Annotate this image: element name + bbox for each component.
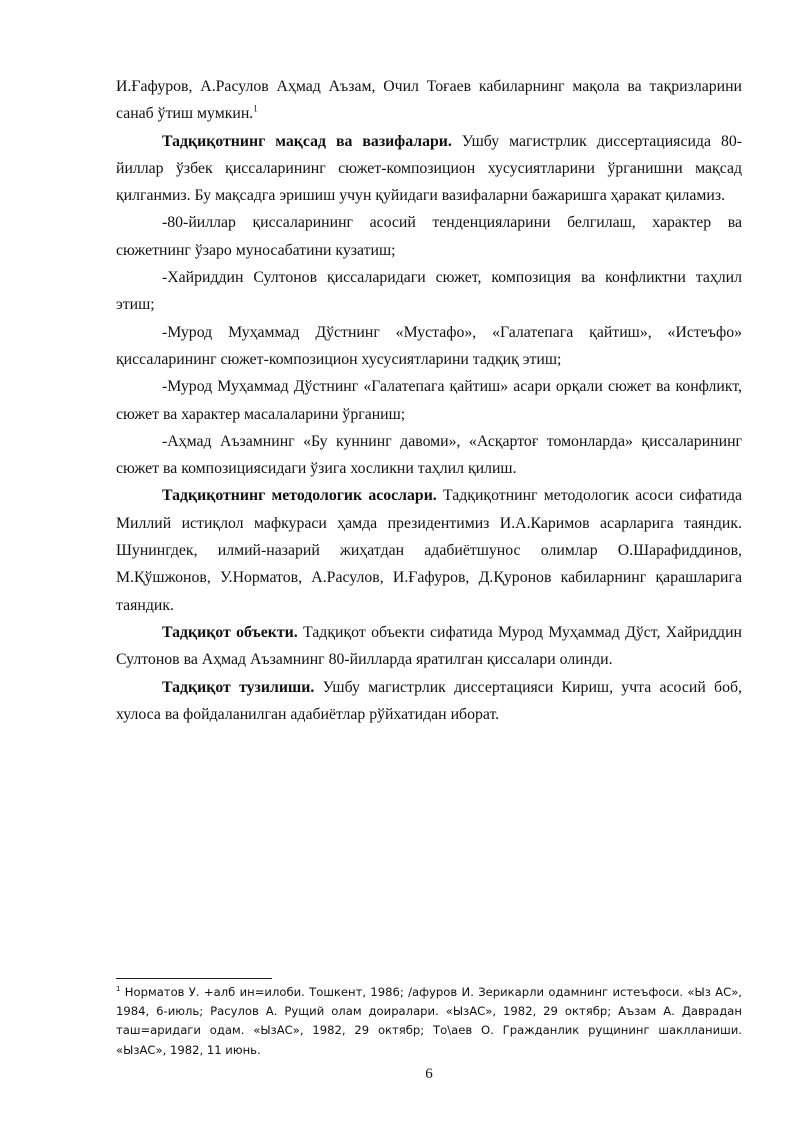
paragraph-methodology: [116, 482, 742, 618]
paragraph-text: И.Ғафуров, А.Расулов Аҳмад Аъзам, Очил Тоғаев кабиларнинг мақола ва тақризларини санаб ўтиш мумкин.: [116, 78, 742, 123]
footnote-separator: [116, 978, 272, 979]
paragraph-text: Ушбу магистрлик диссертациясида 80-йиллар ўзбек қиссаларининг сюжет-композицион хусусиятларини ўрганишни мақсад қилганмиз. Бу мақсадга эришиш учун қуйидаги вазифаларни бажаришга ҳаракат қиламиз.: [116, 132, 743, 205]
paragraph-text: Ушбу магистрлик диссертацияси Кириш, учта асосий боб, хулоса ва фойдаланилган адабиётлар рўйхатидан иборат.: [116, 678, 742, 723]
section-heading: Тадқиқот тузилиши.: [162, 678, 315, 696]
paragraph-text: Тадқиқот объекти сифатида Мурод Муҳаммад Дўст, Хайриддин Султонов ва Аҳмад Аъзамнинг 80-йилларда яратилган қиссалари олинди.: [116, 623, 743, 669]
paragraph-structure: [116, 674, 742, 729]
paragraph-object: [116, 619, 742, 674]
page-number: 6: [425, 1066, 433, 1082]
body-text: [116, 73, 742, 728]
footnote-reference[interactable]: 1: [253, 104, 258, 115]
paragraph-goals: [116, 128, 742, 210]
paragraph-text: Тадқиқотнинг методологик асоси сифатида Миллий истиқлол мафкураси ҳамда президентимиз И.А.Каримов асарларига таяндик. Шунингдек, илмий-назарий жиҳатдан адабиётшунос олимлар О.Шарафиддинов, М.Қўшжонов, У.Норматов, А.Расулов, И.Ғафуров, Д.Қуронов кабиларнинг қарашларига таяндик.: [116, 487, 742, 614]
footnote-mark: 1: [116, 985, 121, 994]
list-item: -Мурод Муҳаммад Дўстнинг «Мустафо», «Галатепага қайтиш», «Истеъфо» қиссаларининг сюжет-композицион хусусиятларини тадқиқ этиш;: [116, 323, 742, 368]
paragraph: [116, 73, 742, 128]
footnote-text: Норматов У. +алб ин=илоби. Тошкент, 1986; /афуров И. Зерикарли одамнинг истеъфоси. «Ыз АС», 1984, 6-июль; Расулов А. Рущий олам доиралари. «ЫзАС», 1982, 29 октябр; Аъзам А. Даврадан таш=аридаги одам. «ЫзАС», 1982, 29 октябр; То\аев О. Гражданлик рущининг шаклланиши. «ЫзАС», 1982, 11 июнь.: [116, 985, 742, 1057]
list-item: -Аҳмад Аъзамнинг «Бу куннинг давоми», «Асқартоғ томонларда» қиссаларининг сюжет ва композициясидаги ўзига хосликни таҳлил қилиш.: [116, 432, 742, 478]
footnote: [116, 983, 742, 1060]
list-item: -Мурод Муҳаммад Дўстнинг «Галатепага қайтиш» асари орқали сюжет ва конфликт, сюжет ва характер масалаларини ўрганиш;: [116, 378, 742, 423]
section-heading: Тадқиқот объекти.: [162, 623, 298, 641]
list-item: -Хайриддин Султонов қиссаларидаги сюжет, композиция ва конфликтни таҳлил этиш;: [116, 269, 742, 314]
section-heading: Тадқиқотнинг методологик асослари.: [162, 487, 437, 505]
list-item: -80-йиллар қиссаларининг асосий тенденцияларини белгилаш, характер ва сюжетнинг ўзаро муносабатини кузатиш;: [116, 214, 742, 259]
section-heading: Тадқиқотнинг мақсад ва вазифалари.: [162, 132, 452, 150]
